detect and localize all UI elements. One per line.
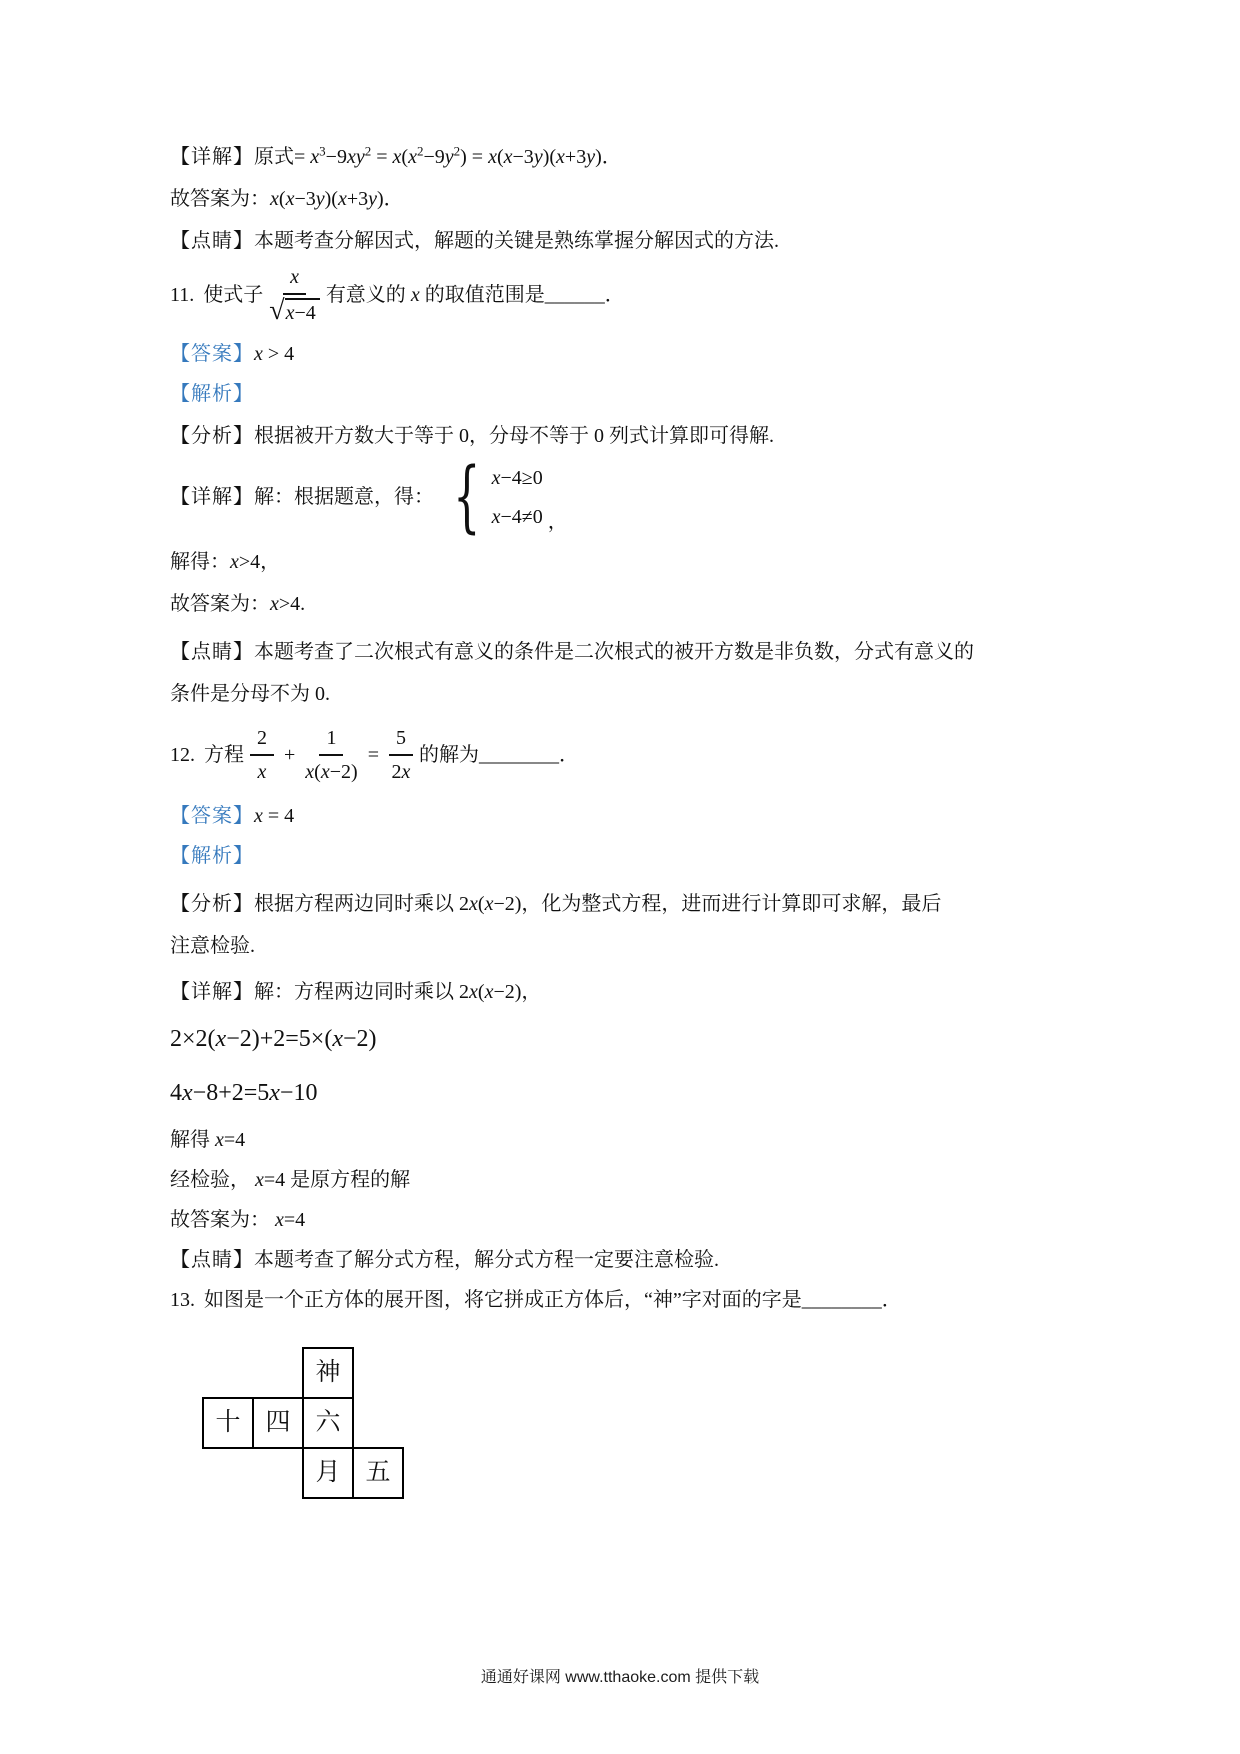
comment-label: 【点睛】 (170, 1249, 254, 1271)
q11-conclusion-line (170, 589, 1090, 619)
q11-system-line2: x−4≠0 (491, 505, 543, 528)
net-cell-si: 四 (252, 1397, 304, 1449)
q11-analysis-line (170, 421, 1090, 451)
q11-fraction (269, 264, 320, 325)
q12-analysis-text1: 根据方程两边同时乘以 2x(x−2)，化为整式方程，进而进行计算即可求解，最后 (254, 893, 942, 915)
q10-comment-text: 本题考查分解因式，解题的关键是熟练掌握分解因式的方法. (254, 230, 779, 252)
q11-stem-post: 有意义的 x 的取值范围是 (325, 283, 545, 306)
q11-analysis-text: 根据被开方数大于等于 0，分母不等于 0 列式计算即可得解. (254, 425, 774, 447)
q11-answer-line (170, 339, 1090, 369)
q11-inequality-system (442, 452, 568, 542)
net-cell-shen: 神 (302, 1347, 354, 1399)
explain-label: 【解析】 (170, 845, 254, 867)
q12-fraction1-numerator: 2 (250, 725, 274, 756)
comment-label: 【点睛】 (170, 641, 254, 663)
q12-fraction3-denominator: 2 x (391, 761, 411, 783)
q11-fraction-denominator (269, 295, 320, 325)
q11-stem (170, 264, 1090, 325)
q11-comment-text2: 条件是分母不为 0. (170, 683, 330, 705)
q11-comment-line (170, 631, 1090, 715)
comment-label: 【点睛】 (170, 230, 254, 252)
q12-explain-line (170, 841, 1090, 871)
detail-label: 【详解】 (170, 981, 254, 1003)
q12-fraction2-numerator: 1 (319, 725, 343, 756)
net-cell-shi: 十 (202, 1397, 254, 1449)
q11-number: 11. (170, 283, 195, 306)
answer-label: 【答案】 (170, 805, 254, 827)
q12-fraction3-numerator: 5 (389, 725, 413, 756)
q11-solve-line (170, 547, 1090, 577)
q13-stem-text: 如图是一个正方体的展开图，将它拼成正方体后，“神”字对面的字是 (204, 1289, 802, 1311)
q10-conclusion-line (170, 184, 1090, 214)
q11-detail-line (170, 452, 1090, 542)
analysis-label: 【分析】 (170, 425, 254, 447)
detail-label: 【详解】 (170, 486, 254, 508)
q12-equation2: 4x−8+2=5x−10 (170, 1080, 318, 1106)
q12-fraction1 (250, 725, 274, 785)
q11-system-rows (492, 463, 543, 532)
q12-analysis-text2: 注意检验. (170, 935, 255, 957)
q11-detail-prefix: 解：根据题意，得： (254, 486, 434, 508)
q11-system-comma: ， (547, 511, 568, 533)
q12-check-line (170, 1165, 1090, 1195)
q12-stem-pre: 方程 (204, 744, 244, 766)
explain-label: 【解析】 (170, 383, 254, 405)
q13-number: 13. (170, 1289, 195, 1311)
q10-comment-line (170, 226, 1090, 256)
q12-answer-line (170, 801, 1090, 831)
q10-detail-text: 原式= $x^3-9xy^2 = x(x^2-9y^2) = x(x-3y)(x+3y)$． (254, 143, 622, 168)
q12-number: 12. (170, 744, 195, 766)
q12-fraction2-denominator: x ( x −2) (305, 761, 358, 783)
q12-equation1: 2×2(x−2)+2=5×(x−2) (170, 1026, 377, 1052)
q12-fraction2 (305, 725, 357, 785)
q12-conclusion-text: 故答案为： x=4 (170, 1209, 306, 1231)
q12-detail-line (170, 977, 1090, 1007)
q12-solve-text: 解得 x=4 (170, 1129, 246, 1151)
q11-comment-text1: 本题考查了二次根式有意义的条件是二次根式的被开方数是非负数，分式有意义的 (254, 641, 974, 663)
q12-check-text: 经检验， x=4 是原方程的解 (170, 1169, 411, 1191)
q11-radicand: x−4 (285, 298, 320, 325)
q12-stem-post: 的解为 (418, 744, 479, 766)
q12-detail-text: 解：方程两边同时乘以 2x(x−2)， (254, 981, 542, 1003)
q12-answer-blank: ________． (478, 744, 579, 766)
q12-stem (170, 725, 1090, 785)
q12-conclusion-line (170, 1205, 1090, 1235)
net-cell-liu: 六 (302, 1397, 354, 1449)
q10-detail-line (170, 142, 1090, 172)
q12-answer-text: x = 4 (254, 805, 295, 827)
q11-conclusion-text: 故答案为：x>4. (170, 593, 306, 615)
q12-fraction1-denominator: x (257, 761, 267, 783)
q11-stem-pre: 使式子 (203, 283, 264, 306)
footer-text: 通通好课网 www.tthaoke.com 提供下载 (480, 1669, 760, 1686)
plus-operator: + (284, 744, 296, 766)
q10-conclusion-text: 故答案为：x(x−3y)(x+3y)． (170, 188, 404, 210)
q11-answer-blank: ______． (544, 283, 625, 306)
q12-comment-line (170, 1245, 1090, 1275)
document-content (170, 142, 1090, 1505)
net-cell-yue: 月 (302, 1447, 354, 1499)
answer-label: 【答案】 (170, 343, 254, 365)
q13-answer-blank: ________． (801, 1289, 902, 1311)
q12-fraction3 (389, 725, 413, 785)
q12-comment-text: 本题考查了解分式方程，解分式方程一定要注意检验. (254, 1249, 719, 1271)
net-cell-wu: 五 (352, 1447, 404, 1499)
q12-analysis-line (170, 883, 1090, 967)
detail-label: 【详解】 (170, 146, 254, 168)
q11-solve-text: 解得：x>4， (170, 551, 281, 573)
q12-solve-line (170, 1125, 1090, 1155)
equals-operator: = (367, 744, 379, 766)
sqrt-radical-icon: √ (269, 295, 285, 326)
q11-system-line1: x−4≥0 (491, 466, 543, 489)
left-brace-icon: { (453, 452, 481, 542)
q11-fraction-numerator: x (283, 264, 306, 295)
q11-answer-text: x > 4 (254, 343, 295, 365)
q13-stem-line (170, 1285, 1090, 1315)
analysis-label: 【分析】 (170, 893, 254, 915)
q11-explain-line (170, 379, 1090, 409)
cube-net-figure (202, 1347, 410, 1505)
